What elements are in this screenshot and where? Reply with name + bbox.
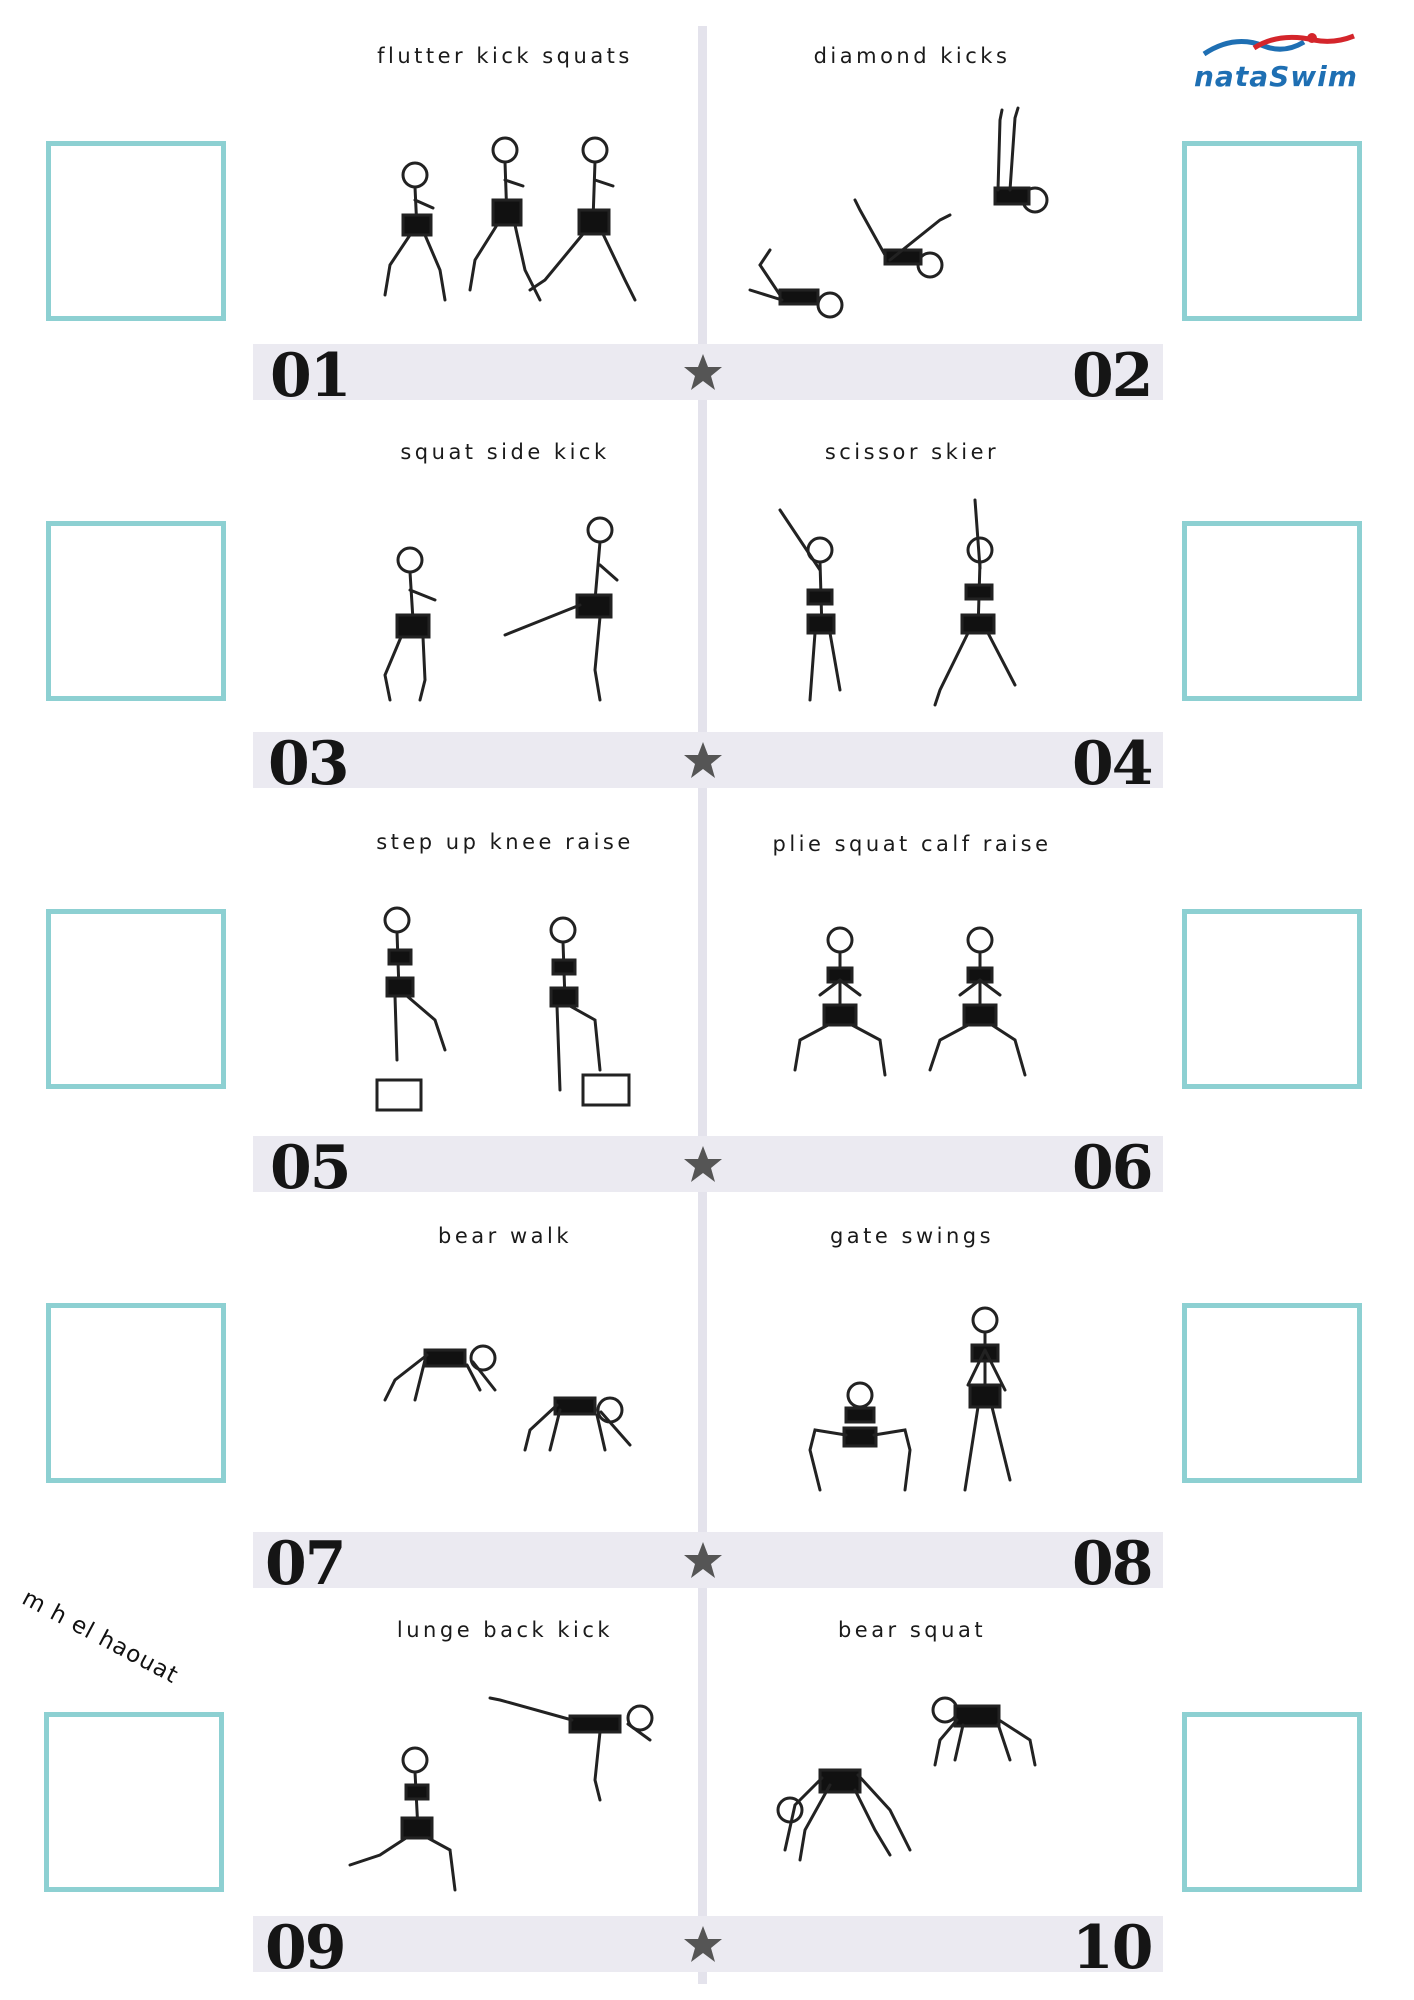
gate-swing-figures-icon — [740, 1290, 1070, 1520]
checkbox-02[interactable] — [1182, 141, 1362, 321]
exercise-title-09: lunge back kick — [396, 1618, 614, 1642]
checkbox-07[interactable] — [46, 1303, 226, 1483]
checkbox-08[interactable] — [1182, 1303, 1362, 1483]
star-icon — [683, 1540, 723, 1580]
side-kick-figures-icon — [355, 490, 685, 720]
logo-text: nataSwim — [1194, 60, 1358, 93]
exercise-title-03: squat side kick — [400, 440, 610, 464]
exercise-title-01: flutter kick squats — [377, 44, 633, 68]
center-divider — [698, 26, 707, 1984]
checkbox-05[interactable] — [46, 909, 226, 1089]
step-up-figures-icon — [355, 890, 685, 1120]
checkbox-06[interactable] — [1182, 909, 1362, 1089]
lunge-figures-icon — [340, 1680, 670, 1910]
plie-figures-icon — [740, 890, 1070, 1120]
checkbox-09[interactable] — [44, 1712, 224, 1892]
bear-squat-figures-icon — [740, 1680, 1070, 1910]
star-icon — [683, 740, 723, 780]
checkbox-04[interactable] — [1182, 521, 1362, 701]
skier-figures-icon — [740, 490, 1070, 720]
exercise-title-04: scissor skier — [824, 440, 1000, 464]
checkbox-03[interactable] — [46, 521, 226, 701]
star-icon — [683, 1924, 723, 1964]
exercise-title-02: diamond kicks — [813, 44, 1011, 68]
exercise-number-10: 10 — [1072, 1913, 1152, 1983]
star-icon — [683, 352, 723, 392]
exercise-title-07: bear walk — [438, 1224, 572, 1248]
exercise-number-01: 01 — [270, 341, 350, 411]
exercise-number-06: 06 — [1072, 1133, 1152, 1203]
exercise-title-05: step up knee raise — [376, 830, 634, 854]
exercise-title-06: plie squat calf raise — [772, 832, 1052, 856]
exercise-number-05: 05 — [270, 1133, 350, 1203]
checkbox-01[interactable] — [46, 141, 226, 321]
exercise-number-09: 09 — [265, 1913, 345, 1983]
exercise-title-10: bear squat — [837, 1618, 987, 1642]
exercise-number-03: 03 — [268, 729, 348, 799]
star-icon — [683, 1144, 723, 1184]
exercise-number-07: 07 — [265, 1529, 345, 1599]
exercise-title-08: gate swings — [829, 1224, 995, 1248]
checkbox-10[interactable] — [1182, 1712, 1362, 1892]
signature: m h el haouat — [17, 1585, 183, 1690]
squat-figures-icon — [355, 90, 685, 320]
exercise-number-04: 04 — [1072, 729, 1152, 799]
wave-icon — [1194, 32, 1364, 62]
exercise-number-08: 08 — [1072, 1529, 1152, 1599]
lying-kick-figures-icon — [740, 90, 1070, 320]
exercise-number-02: 02 — [1072, 341, 1152, 411]
bear-walk-figures-icon — [355, 1290, 685, 1520]
brand-logo — [1188, 22, 1368, 102]
